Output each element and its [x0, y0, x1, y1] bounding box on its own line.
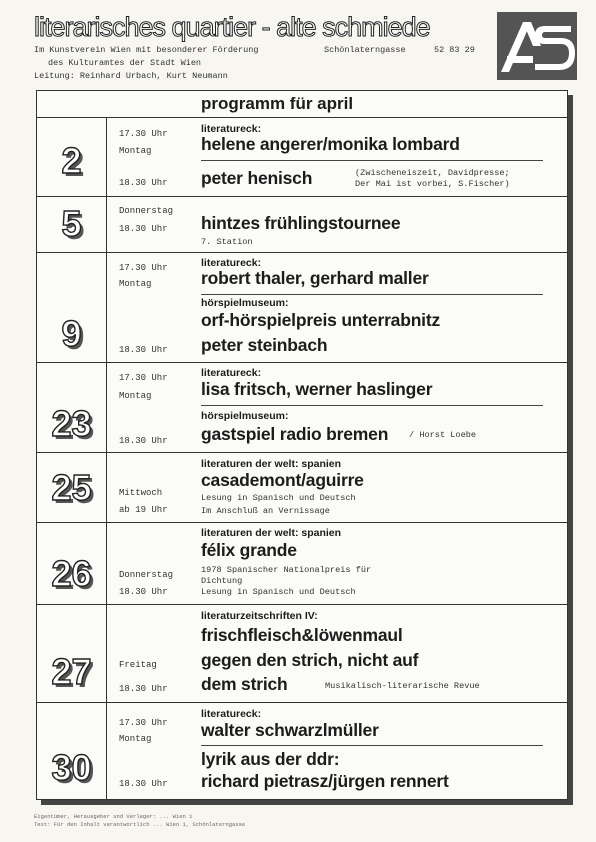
event-title: gastspiel radio bremen	[201, 424, 389, 444]
day-number: 27	[51, 651, 92, 692]
sponsor-line: Im Kunstverein Wien mit besonderer Förderung	[34, 45, 259, 55]
event-note: (Zwischeneiszeit, Davidpresse;	[355, 168, 510, 178]
event-row-9	[37, 253, 567, 363]
event-row-5	[37, 197, 567, 253]
day-number: 25	[51, 467, 92, 508]
event-title: lisa fritsch, werner haslinger	[201, 379, 433, 399]
event-weekday: Montag	[119, 391, 152, 401]
event-category: literatureck:	[201, 708, 262, 720]
as-logo	[497, 12, 577, 80]
event-time: 18.30 Uhr	[119, 779, 168, 789]
event-time: 17.30 Uhr	[119, 373, 168, 383]
event-note: Musikalisch-literarische Revue	[325, 681, 480, 691]
event-note: Im Anschluß an Vernissage	[201, 506, 330, 516]
event-row-2	[37, 118, 567, 197]
event-category: hörspielmuseum:	[201, 410, 289, 422]
event-note: 7. Station	[201, 237, 253, 247]
event-title: helene angerer/monika lombard	[201, 134, 460, 154]
program-table	[36, 90, 568, 800]
event-title: peter steinbach	[201, 335, 328, 355]
event-row-30	[37, 703, 567, 799]
event-title: walter schwarzlmüller	[201, 720, 379, 740]
event-title: orf-hörspielpreis unterrabnitz	[201, 310, 441, 330]
program-heading-text: programm für april	[201, 94, 354, 113]
event-category: literatureck:	[201, 367, 262, 379]
event-category: literaturen der welt: spanien	[201, 458, 342, 470]
event-time: 18.30 Uhr	[119, 684, 168, 694]
event-row-26	[37, 523, 567, 605]
event-title: richard pietrasz/jürgen rennert	[201, 771, 449, 791]
event-time: 17.30 Uhr	[119, 129, 168, 139]
event-title: casademont/aguirre	[201, 470, 364, 490]
event-note: Dichtung	[201, 576, 243, 586]
event-note: Lesung in Spanisch und Deutsch	[201, 493, 356, 503]
event-row-25	[37, 453, 567, 523]
footer-line: Text: Für den Inhalt verantwortlich ... Wien 1, Schönlaterngasse	[34, 821, 246, 828]
event-time: 18.30 Uhr	[119, 436, 168, 446]
day-number: 5	[61, 203, 82, 244]
event-time: 18.30 Uhr	[119, 224, 168, 234]
program-heading	[37, 91, 567, 118]
event-time: 18.30 Uhr	[119, 178, 168, 188]
event-weekday: Donnerstag	[119, 206, 174, 216]
event-category: literatureck:	[201, 257, 262, 269]
event-weekday: Montag	[119, 734, 152, 744]
event-weekday: Montag	[119, 279, 152, 289]
event-title: peter henisch	[201, 168, 313, 188]
event-title: frischfleisch&löwenmaul	[201, 625, 403, 645]
event-weekday: Freitag	[119, 660, 157, 670]
event-weekday: Montag	[119, 146, 152, 156]
event-title: hintzes frühlingstournee	[201, 213, 401, 233]
day-number: 30	[51, 747, 92, 788]
event-title: robert thaler, gerhard maller	[201, 268, 429, 288]
event-category: literatureck:	[201, 123, 262, 135]
day-number: 2	[61, 140, 82, 181]
event-time: 18.30 Uhr	[119, 587, 168, 597]
event-note: Der Mai ist vorbei, S.Fischer)	[355, 179, 510, 189]
day-number: 26	[51, 553, 92, 594]
address: Schönlaterngasse	[324, 45, 406, 55]
event-title: lyrik aus der ddr:	[201, 749, 340, 769]
event-category: literaturzeitschriften IV:	[201, 610, 318, 622]
footer-line: Eigentümer, Herausgeber und Verleger: ... Wien 1	[34, 813, 193, 820]
management-line: Leitung: Reinhard Urbach, Kurt Neumann	[34, 71, 228, 81]
event-row-27	[37, 605, 567, 703]
event-title: gegen den strich, nicht auf	[201, 650, 419, 670]
event-time: 18.30 Uhr	[119, 345, 168, 355]
event-weekday: Donnerstag	[119, 570, 174, 580]
event-note: / Horst Loebe	[409, 430, 477, 440]
event-row-23	[37, 363, 567, 453]
sponsor-line-2: des Kulturamtes der Stadt Wien	[48, 58, 202, 68]
event-title: dem strich	[201, 674, 288, 694]
phone: 52 83 29	[434, 45, 475, 55]
event-category: hörspielmuseum:	[201, 297, 289, 309]
event-note: 1978 Spanischer Nationalpreis für	[201, 565, 372, 575]
event-category: literaturen der welt: spanien	[201, 527, 342, 539]
poster-title: literarisches quartier - alte schmiede	[34, 12, 430, 42]
event-title: félix grande	[201, 540, 297, 560]
event-time: ab 19 Uhr	[119, 505, 168, 515]
event-time: 17.30 Uhr	[119, 718, 168, 728]
day-number: 23	[51, 403, 92, 444]
event-weekday: Mittwoch	[119, 488, 163, 498]
event-note: Lesung in Spanisch und Deutsch	[201, 587, 356, 597]
event-time: 17.30 Uhr	[119, 263, 168, 273]
day-number: 9	[61, 313, 82, 354]
